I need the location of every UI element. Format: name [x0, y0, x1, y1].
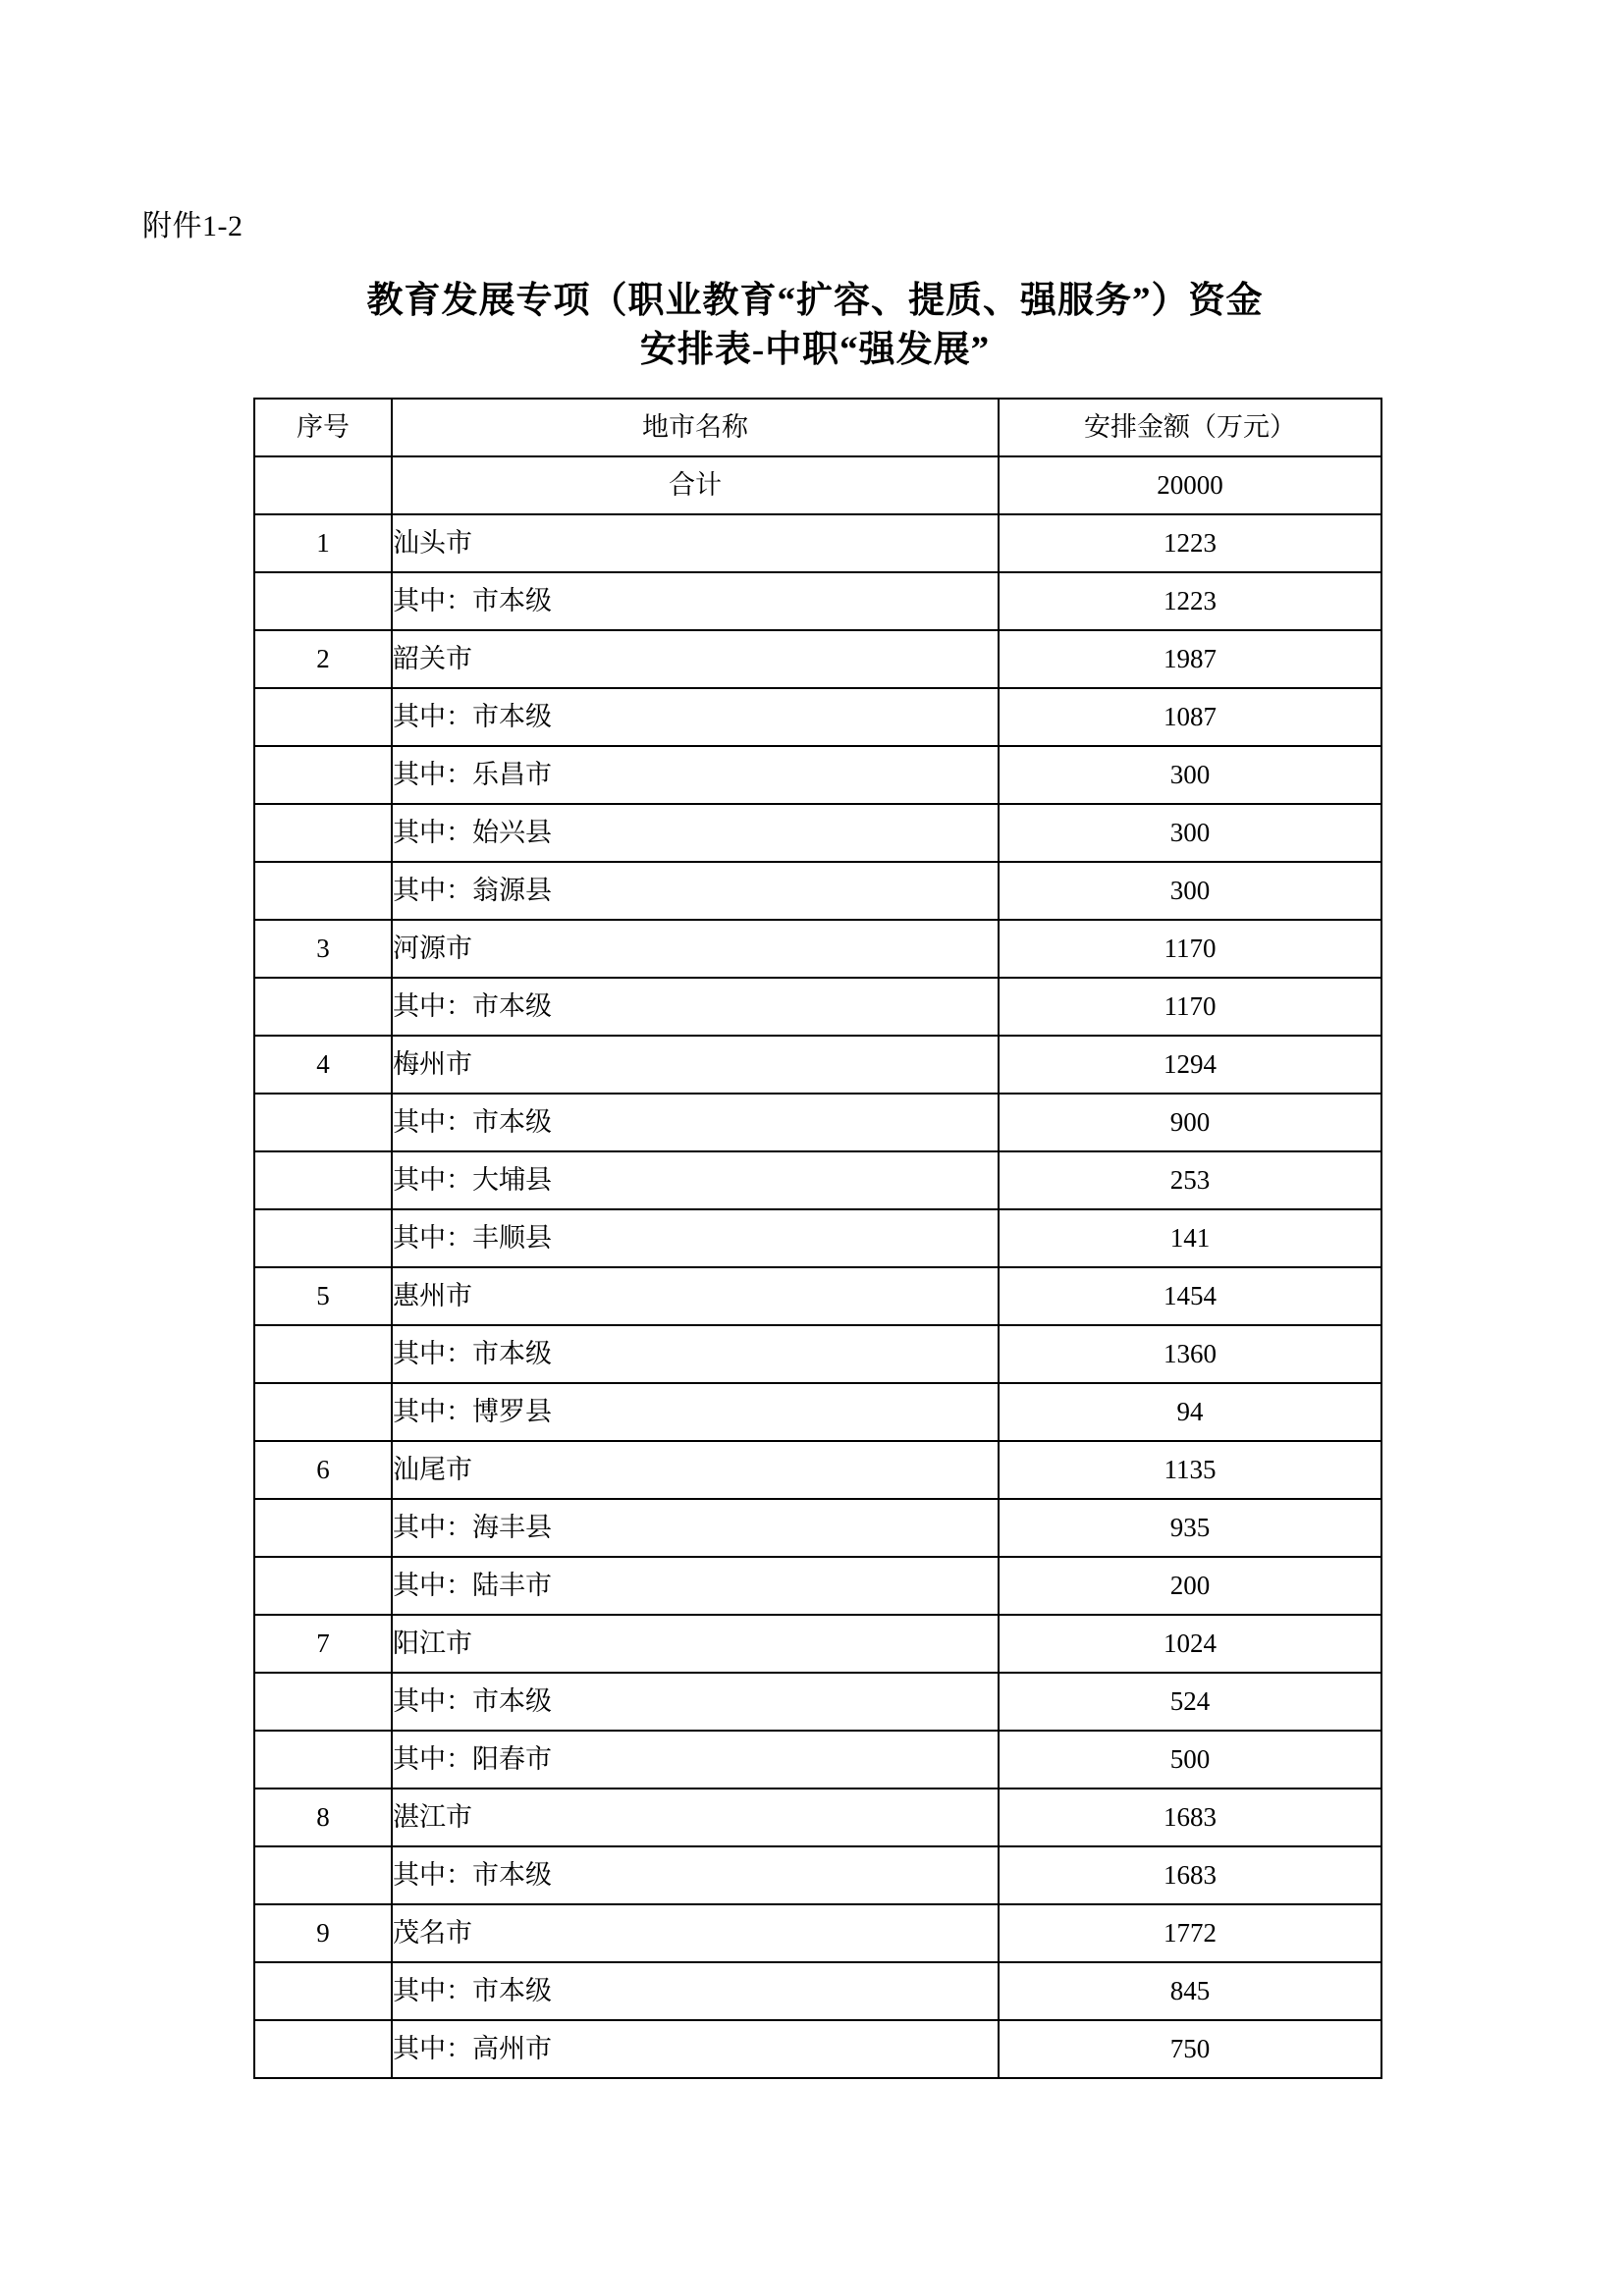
row-name: 其中：市本级 — [392, 1962, 999, 2020]
row-amount: 1772 — [999, 1904, 1381, 1962]
row-name: 其中：市本级 — [392, 1673, 999, 1731]
table-row — [254, 514, 1381, 572]
table-row — [254, 1499, 1381, 1557]
row-name: 其中：阳春市 — [392, 1731, 999, 1789]
row-amount: 1987 — [999, 630, 1381, 688]
row-amount: 1683 — [999, 1846, 1381, 1904]
row-name: 湛江市 — [392, 1789, 999, 1846]
row-name: 惠州市 — [392, 1267, 999, 1325]
row-name: 其中：博罗县 — [392, 1383, 999, 1441]
row-amount: 935 — [999, 1499, 1381, 1557]
row-index — [254, 1094, 392, 1151]
column-header-city: 地市名称 — [392, 399, 999, 456]
total-index-cell — [254, 456, 392, 514]
row-name: 其中：市本级 — [392, 1094, 999, 1151]
total-label-cell: 合计 — [392, 456, 999, 514]
row-name: 其中：始兴县 — [392, 804, 999, 862]
row-index — [254, 862, 392, 920]
table-row — [254, 1441, 1381, 1499]
table-row-total — [254, 456, 1381, 514]
row-index — [254, 1557, 392, 1615]
table-body — [254, 399, 1381, 2078]
table-row — [254, 1325, 1381, 1383]
column-header-amount: 安排金额（万元） — [999, 399, 1381, 456]
row-name: 其中：陆丰市 — [392, 1557, 999, 1615]
row-amount: 1223 — [999, 572, 1381, 630]
row-index: 5 — [254, 1267, 392, 1325]
row-amount: 200 — [999, 1557, 1381, 1615]
row-amount: 253 — [999, 1151, 1381, 1209]
row-index — [254, 1731, 392, 1789]
row-amount: 1360 — [999, 1325, 1381, 1383]
row-amount: 1454 — [999, 1267, 1381, 1325]
row-amount: 500 — [999, 1731, 1381, 1789]
row-index: 8 — [254, 1789, 392, 1846]
row-amount: 300 — [999, 746, 1381, 804]
table-row — [254, 688, 1381, 746]
row-name: 梅州市 — [392, 1036, 999, 1094]
row-index — [254, 1151, 392, 1209]
table-row — [254, 1094, 1381, 1151]
table-row — [254, 862, 1381, 920]
page-title-line-1: 教育发展专项（职业教育“扩容、提质、强服务”）资金 — [366, 281, 1264, 321]
row-amount: 1170 — [999, 920, 1381, 978]
row-amount: 900 — [999, 1094, 1381, 1151]
row-name: 汕头市 — [392, 514, 999, 572]
table-row — [254, 2020, 1381, 2078]
table-row — [254, 1209, 1381, 1267]
row-index — [254, 572, 392, 630]
table-row — [254, 1673, 1381, 1731]
row-name: 其中：海丰县 — [392, 1499, 999, 1557]
row-name: 阳江市 — [392, 1615, 999, 1673]
row-index — [254, 746, 392, 804]
table-row — [254, 746, 1381, 804]
table-row — [254, 1904, 1381, 1962]
row-index — [254, 1499, 392, 1557]
table-row — [254, 1267, 1381, 1325]
row-name: 其中：大埔县 — [392, 1151, 999, 1209]
row-amount: 1170 — [999, 978, 1381, 1036]
row-index: 6 — [254, 1441, 392, 1499]
row-index — [254, 1673, 392, 1731]
row-index: 1 — [254, 514, 392, 572]
row-name: 其中：高州市 — [392, 2020, 999, 2078]
table-row — [254, 1036, 1381, 1094]
row-name: 韶关市 — [392, 630, 999, 688]
row-index — [254, 1962, 392, 2020]
row-index — [254, 1846, 392, 1904]
row-name: 其中：市本级 — [392, 1325, 999, 1383]
page-title — [250, 277, 1380, 375]
row-index: 2 — [254, 630, 392, 688]
row-name: 其中：乐昌市 — [392, 746, 999, 804]
row-index — [254, 1325, 392, 1383]
row-amount: 1024 — [999, 1615, 1381, 1673]
row-name: 茂名市 — [392, 1904, 999, 1962]
row-amount: 524 — [999, 1673, 1381, 1731]
row-name: 其中：市本级 — [392, 688, 999, 746]
total-amount-cell: 20000 — [999, 456, 1381, 514]
row-name: 其中：翁源县 — [392, 862, 999, 920]
row-amount: 141 — [999, 1209, 1381, 1267]
row-index: 4 — [254, 1036, 392, 1094]
attachment-label: 附件1-2 — [142, 210, 244, 242]
row-name: 汕尾市 — [392, 1441, 999, 1499]
row-index — [254, 1383, 392, 1441]
row-amount: 1135 — [999, 1441, 1381, 1499]
table-row — [254, 1789, 1381, 1846]
table-row — [254, 1383, 1381, 1441]
row-amount: 300 — [999, 862, 1381, 920]
row-index: 7 — [254, 1615, 392, 1673]
table-row — [254, 630, 1381, 688]
row-name: 其中：市本级 — [392, 1846, 999, 1904]
row-index — [254, 2020, 392, 2078]
table-row — [254, 978, 1381, 1036]
table-row — [254, 804, 1381, 862]
table-row — [254, 1731, 1381, 1789]
row-amount: 300 — [999, 804, 1381, 862]
row-name: 其中：市本级 — [392, 978, 999, 1036]
row-index — [254, 688, 392, 746]
row-amount: 94 — [999, 1383, 1381, 1441]
fund-allocation-table — [253, 398, 1382, 2079]
table-row — [254, 1962, 1381, 2020]
table-row — [254, 1615, 1381, 1673]
row-index — [254, 978, 392, 1036]
row-name: 其中：丰顺县 — [392, 1209, 999, 1267]
page-title-line-2: 安排表-中职“强发展” — [639, 329, 991, 370]
table-row — [254, 1557, 1381, 1615]
row-index: 9 — [254, 1904, 392, 1962]
row-index — [254, 804, 392, 862]
row-amount: 845 — [999, 1962, 1381, 2020]
row-amount: 1087 — [999, 688, 1381, 746]
table-header-row — [254, 399, 1381, 456]
table-row — [254, 572, 1381, 630]
row-amount: 1294 — [999, 1036, 1381, 1094]
row-amount: 1683 — [999, 1789, 1381, 1846]
row-index: 3 — [254, 920, 392, 978]
row-index — [254, 1209, 392, 1267]
table-row — [254, 1846, 1381, 1904]
table-row — [254, 920, 1381, 978]
table-row — [254, 1151, 1381, 1209]
row-name: 河源市 — [392, 920, 999, 978]
column-header-index: 序号 — [254, 399, 392, 456]
row-amount: 750 — [999, 2020, 1381, 2078]
row-amount: 1223 — [999, 514, 1381, 572]
row-name: 其中：市本级 — [392, 572, 999, 630]
